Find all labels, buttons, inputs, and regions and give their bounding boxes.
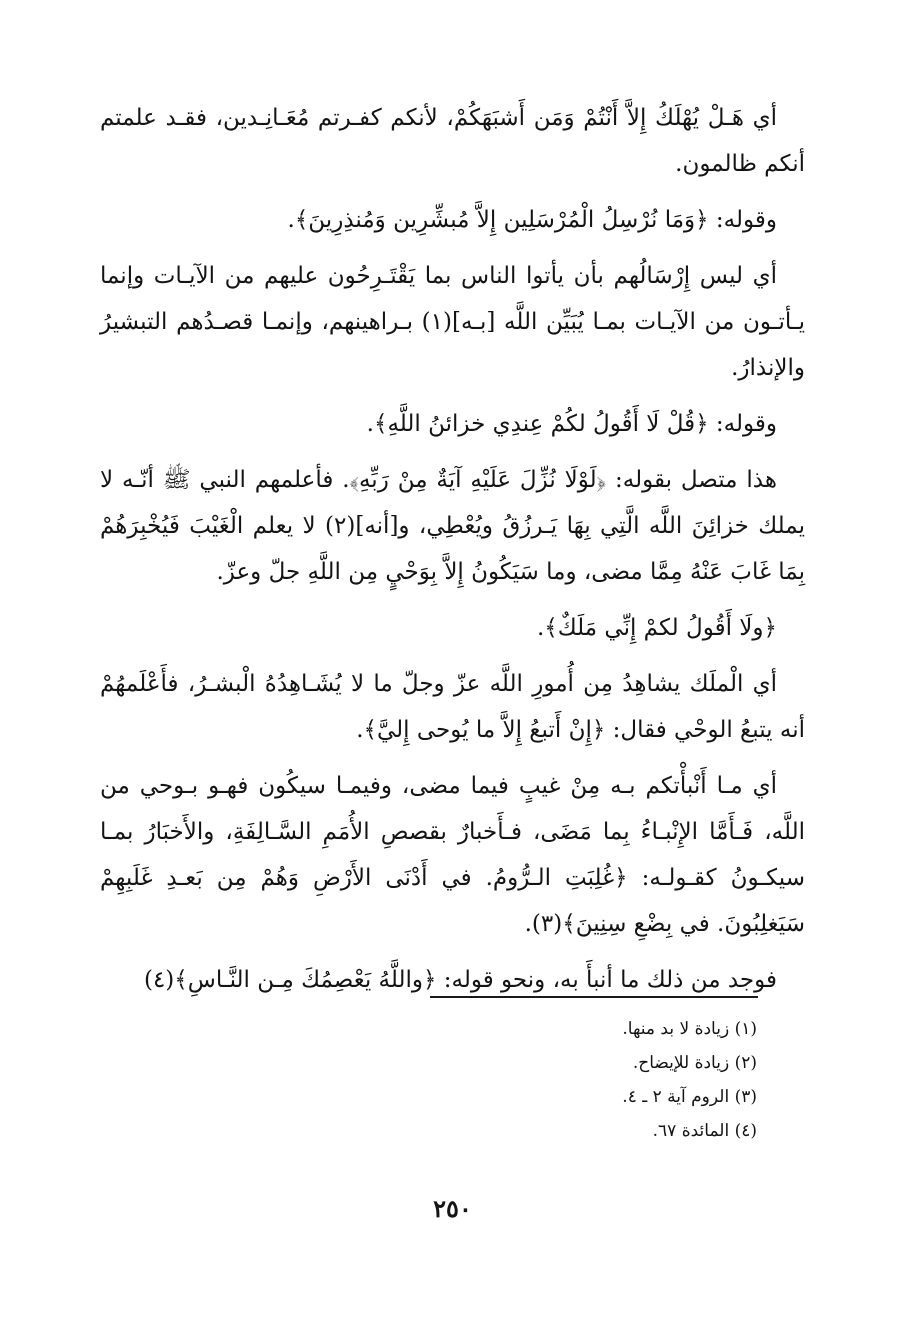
body-paragraph: أي ليس إِرْسَالُهم بأن يأتوا الناس بما يَقْتَـرِحُون عليهم من الآيـات وإنما يـأتـون من الآيـات بمـا يُبَيِّن اللَّه [بـه](١) بـراهينهم، وإنمـا قصـدُهم التبشيرُ والإنذارُ.	[100, 263, 806, 381]
footnote-item: (٢) زيادة للإيضاح.	[632, 1053, 757, 1073]
footnote-item: (٤) المائدة ٦٧.	[652, 1121, 757, 1141]
main-text-block	[100, 95, 805, 1013]
body-paragraph: ﴿ولَا أَقُولُ لكمْ إِنِّي مَلَكٌ﴾.	[536, 615, 777, 641]
body-paragraph: هذا متصل بقوله: ﴿لَوْلَا نُزِّلَ عَلَيْهِ آيَةٌ مِنْ رَبِّهِ﴾. فأعلمهم النبي ﷺ أنّـه لا يملك خزائِنَ اللَّه الَّتِي بِهَا يَـرزُقُ ويُعْطِي، و[أنه](٢) لا يعلم الْغَيْبَ فَيُخْبِرَهُمْ بِمَا غَابَ عَنْهُ مِمَّا مضى، وما سَيَكُونُ إِلاَّ بِوَحْيٍ مِن اللَّهِ جلّ وعزّ.	[100, 467, 805, 585]
body-paragraph: أي مـا أَنْبأْتكم بـه مِنْ غيبٍ فيما مضى، وفيمـا سيكُون فهـو بـوحي من اللَّه، فَـأَمَّا الإِنْبـاءُ بِما مَضَى، فـأَخبارٌ بقصصِ الأُمَمِ السَّـالِفَةِ، والأَخبَارُ بمـا سيكـونُ كقـولـه: ﴿غُلِبَتِ الـرُّومُ. في أَدْنَى الأَرْضِ وَهُمْ مِن بَعـدِ غَلَبِهِمْ سَيَغلِبُونَ. في بِضْعِ سِنِينَ﴾(٣).	[100, 773, 805, 937]
footnotes-list	[357, 1012, 757, 1148]
body-paragraph: وقوله: ﴿قُلْ لَا أَقُولُ لكُمْ عِندِي خزائنُ اللَّهِ﴾.	[366, 411, 777, 437]
footnote-item: (٣) الروم آية ٢ ـ ٤.	[622, 1087, 757, 1107]
body-paragraph: أي الْملَك يشاهِدُ مِن أُمورِ اللَّه عزّ وجلّ ما لا يُشَـاهِدُهُ الْبشـرُ، فأَعْلَمهُمْ أنه يتبعُ الوحْي فقال: ﴿إِنْ أَتبعُ إِلاَّ ما يُوحى إِليَّ﴾.	[100, 671, 805, 743]
footnote-item: (١) زيادة لا بد منها.	[622, 1019, 757, 1039]
body-paragraph: أي هَـلْ يُهْلَكُ إِلاَّ أَنْتُمْ وَمَن أَشبَهَكُمْ، لأنكم كفـرتم مُعَـانِـدين، فقـد علمتم أنكم ظالمون.	[100, 105, 805, 177]
body-paragraph: فوجد من ذلك ما أنبأَ به، ونحو قوله: ﴿واللَّهُ يَعْصِمُكَ مِـن النَّـاسِ﴾(٤)	[143, 967, 777, 993]
footnote-divider	[430, 996, 758, 998]
page-number: ٢٥٠	[433, 1194, 472, 1223]
body-paragraph: وقوله: ﴿وَمَا نُرْسِلُ الْمُرْسَلِين إِلاَّ مُبشِّرِين وَمُنذِرِينَ﴾.	[287, 207, 777, 233]
